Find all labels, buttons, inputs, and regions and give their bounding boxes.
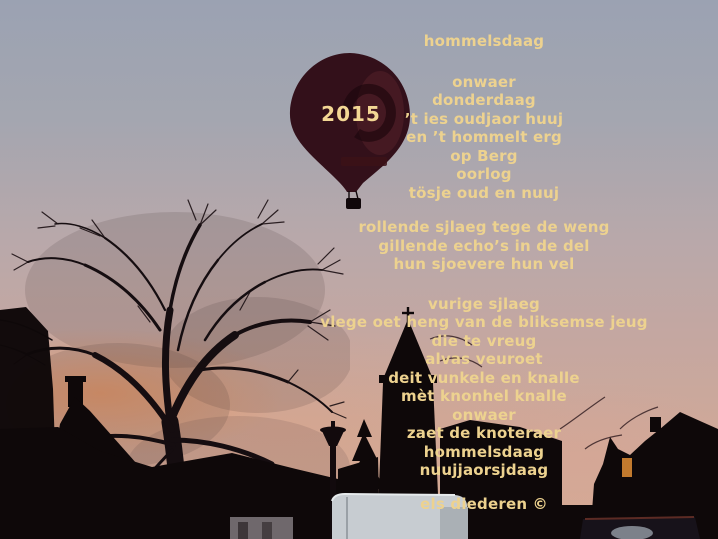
poem-line: tösje oud en nuuj bbox=[408, 183, 560, 202]
poem-line: hommelsdaag bbox=[423, 442, 545, 461]
poem-line: op Berg bbox=[450, 146, 518, 165]
poem-line: hun sjoevere hun vel bbox=[393, 255, 575, 273]
poem-line: oorlog bbox=[456, 165, 512, 183]
poem-line: gillende echo’s in de del bbox=[378, 236, 590, 255]
poem-stanza-2 bbox=[251, 218, 717, 274]
poem-line: nuujjaorsjdaag bbox=[419, 461, 549, 479]
poem-line: onwaer bbox=[452, 405, 516, 424]
poem-line: die te vreug bbox=[431, 331, 537, 350]
poem-stanza-1 bbox=[251, 73, 717, 203]
poem-line: onwaer bbox=[452, 72, 516, 91]
poem-line: mèt knonhel knalle bbox=[401, 387, 567, 405]
poem-title: hommelsdaag bbox=[423, 32, 545, 50]
gray-facade bbox=[230, 517, 293, 539]
parked-car bbox=[580, 517, 700, 539]
poem-overlay bbox=[251, 32, 717, 513]
poem-line: ’t ies oudjaor huuj bbox=[404, 109, 564, 128]
author-signature: els diederen © bbox=[420, 494, 548, 513]
balloon-year-label: 2015 bbox=[321, 102, 381, 126]
poem-line: en ’t hommelt erg bbox=[406, 128, 562, 146]
poem-line: vlege oet heng van de bliksemse jeug bbox=[320, 313, 648, 331]
poem-line: vurige sjlaeg bbox=[428, 294, 540, 313]
poem-line: donderdaag bbox=[432, 91, 536, 109]
poem-stanza-3 bbox=[251, 295, 717, 480]
poem-line: alvas veuroet bbox=[425, 350, 543, 368]
poem-line: zaet de knoteraer bbox=[406, 424, 562, 442]
poem-line: rollende sjlaeg tege de weng bbox=[358, 218, 610, 236]
poem-line: deit vunkele en knalle bbox=[388, 368, 580, 387]
